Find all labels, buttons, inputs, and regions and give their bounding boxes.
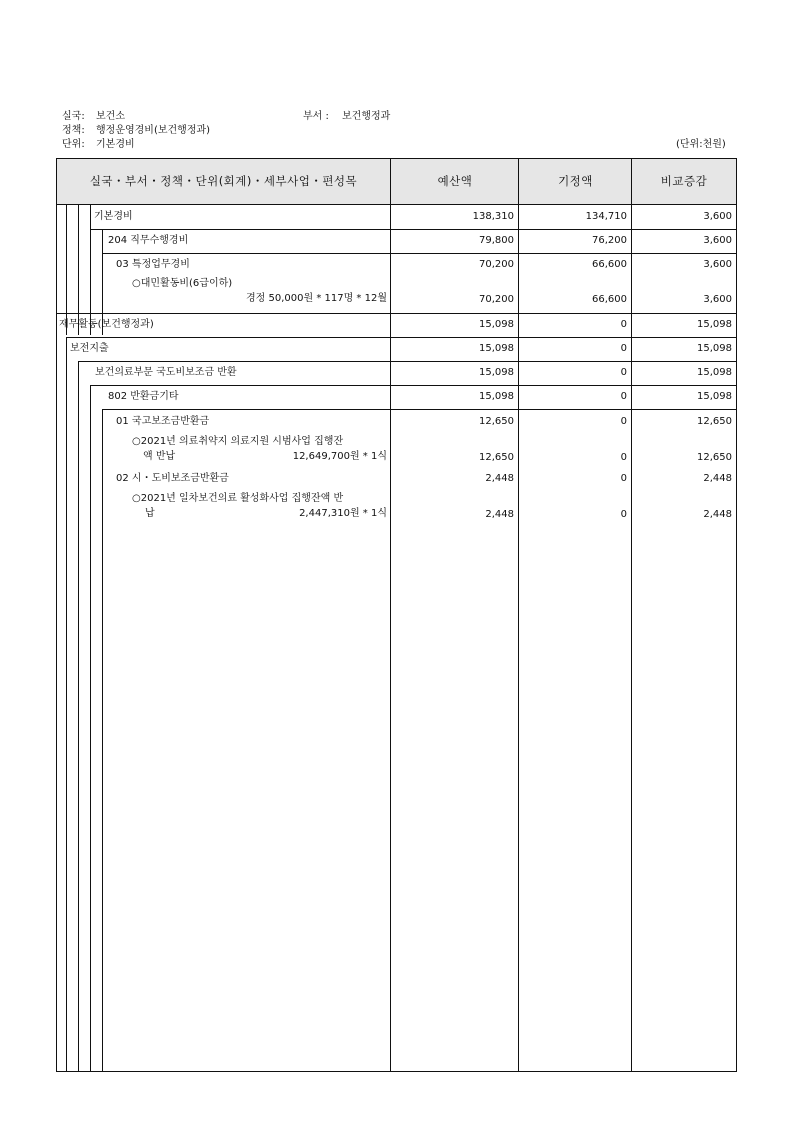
row-divider <box>90 385 736 386</box>
row-label: 01 국고보조금반환금 <box>116 416 210 427</box>
budget-value: 79,800 <box>479 235 514 246</box>
row-label: 재무활동(보건행정과) <box>59 319 154 330</box>
budget-value: 70,200 <box>479 259 514 270</box>
column-header-item: 실국・부서・정책・단위(회계)・세부사업・편성목 <box>89 174 358 188</box>
office-label: 실국: <box>62 111 85 122</box>
budget-value: 2,448 <box>485 509 514 520</box>
row-detail: 12,649,700원 * 1식 <box>292 451 387 462</box>
prior-value: 66,600 <box>592 294 627 305</box>
prior-value: 0 <box>620 367 627 378</box>
column-header-diff: 비교증감 <box>660 174 708 188</box>
table-header <box>57 159 736 205</box>
budget-table <box>56 158 737 1072</box>
diff-value: 3,600 <box>703 294 732 305</box>
diff-value: 15,098 <box>697 391 732 402</box>
policy-value: 행정운영경비(보건행정과) <box>96 125 211 136</box>
row-detail: 2,447,310원 * 1식 <box>299 508 387 519</box>
prior-value: 0 <box>620 452 627 463</box>
row-label: 보전지출 <box>70 343 109 354</box>
prior-value: 0 <box>620 343 627 354</box>
row-label: ○대민활동비(6급이하) <box>132 278 233 289</box>
indent-line <box>78 205 79 335</box>
diff-value: 15,098 <box>697 319 732 330</box>
policy-label: 정책: <box>62 125 85 136</box>
row-divider <box>57 313 736 314</box>
unit-label: 단위: <box>62 139 85 150</box>
row-divider <box>102 253 736 254</box>
row-label: 204 직무수행경비 <box>108 235 189 246</box>
currency-unit: (단위:천원) <box>676 139 726 150</box>
row-label: 03 특정업무경비 <box>116 259 190 270</box>
budget-value: 15,098 <box>479 367 514 378</box>
prior-value: 66,600 <box>592 259 627 270</box>
row-label: 보건의료부문 국도비보조금 반환 <box>95 367 237 378</box>
diff-value: 15,098 <box>697 343 732 354</box>
department-label: 부서 : <box>303 111 329 122</box>
row-detail: 경정 50,000원 * 117명 * 12월 <box>246 293 387 304</box>
row-label-continued: 액 반납 <box>143 451 176 462</box>
diff-value: 12,650 <box>697 416 732 427</box>
row-label-continued: 납 <box>145 508 155 519</box>
budget-value: 138,310 <box>472 211 514 222</box>
department-value: 보건행정과 <box>342 111 391 122</box>
row-divider <box>66 337 736 338</box>
budget-value: 2,448 <box>485 473 514 484</box>
budget-value: 15,098 <box>479 319 514 330</box>
diff-value: 3,600 <box>703 259 732 270</box>
column-header-prior: 기정액 <box>558 174 593 188</box>
budget-value: 70,200 <box>479 294 514 305</box>
budget-value: 15,098 <box>479 343 514 354</box>
diff-value: 2,448 <box>703 473 732 484</box>
indent-line <box>66 337 67 1071</box>
row-label: ○2021년 일차보건의료 활성화사업 집행잔액 반 <box>132 493 344 504</box>
row-divider <box>90 229 736 230</box>
prior-value: 76,200 <box>592 235 627 246</box>
indent-line <box>78 361 79 1071</box>
indent-line <box>90 205 91 335</box>
diff-value: 15,098 <box>697 367 732 378</box>
diff-value: 3,600 <box>703 235 732 246</box>
row-label: 02 시・도비보조금반환금 <box>116 473 229 484</box>
prior-value: 0 <box>620 509 627 520</box>
office-value: 보건소 <box>96 111 125 122</box>
budget-value: 12,650 <box>479 452 514 463</box>
budget-value: 15,098 <box>479 391 514 402</box>
prior-value: 134,710 <box>585 211 627 222</box>
prior-value: 0 <box>620 319 627 330</box>
indent-line <box>90 385 91 1071</box>
unit-value: 기본경비 <box>96 139 135 150</box>
diff-value: 2,448 <box>703 509 732 520</box>
prior-value: 0 <box>620 473 627 484</box>
prior-value: 0 <box>620 416 627 427</box>
column-header-budget: 예산액 <box>437 174 473 188</box>
row-divider <box>102 409 736 410</box>
row-label: 기본경비 <box>94 211 133 222</box>
row-label: ○2021년 의료취약지 의료지원 시범사업 집행잔 <box>132 436 344 447</box>
indent-line <box>66 205 67 335</box>
diff-value: 12,650 <box>697 452 732 463</box>
diff-value: 3,600 <box>703 211 732 222</box>
budget-value: 12,650 <box>479 416 514 427</box>
row-divider <box>78 361 736 362</box>
prior-value: 0 <box>620 391 627 402</box>
indent-line <box>102 409 103 1071</box>
row-label: 802 반환금기타 <box>108 391 179 402</box>
